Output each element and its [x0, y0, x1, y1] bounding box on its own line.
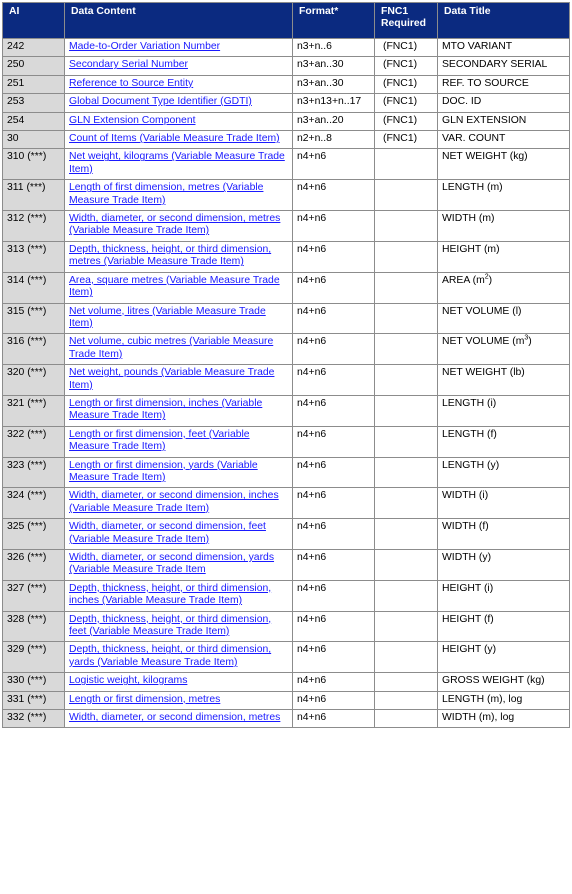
- data-content-cell: [65, 395, 293, 426]
- table-row: [3, 710, 570, 728]
- data-title-suffix: ): [488, 274, 493, 286]
- fnc1-cell: [375, 457, 438, 488]
- data-content-cell: [65, 75, 293, 93]
- data-content-link[interactable]: Length or first dimension, yards (Variable Measure Trade Item): [69, 459, 258, 483]
- fnc1-cell: (FNC1): [375, 57, 438, 75]
- data-content-link[interactable]: Length or first dimension, metres: [69, 693, 221, 705]
- data-content-link[interactable]: Width, diameter, or second dimension, inches (Variable Measure Trade Item): [69, 490, 279, 514]
- table-row: [3, 180, 570, 211]
- data-content-link[interactable]: Net weight, kilograms (Variable Measure Trade Item): [69, 151, 285, 175]
- fnc1-cell: [375, 180, 438, 211]
- fnc1-cell: [375, 303, 438, 334]
- ai-code: 310 (***): [3, 149, 65, 180]
- data-title-text: HEIGHT (y): [442, 644, 497, 656]
- format-cell: n4+n6: [293, 673, 375, 691]
- ai-code: 250: [3, 57, 65, 75]
- table-row: [3, 149, 570, 180]
- data-content-cell: [65, 57, 293, 75]
- table-row: [3, 550, 570, 581]
- data-content-link[interactable]: Area, square metres (Variable Measure Trade Item): [69, 274, 280, 299]
- data-content-cell: [65, 519, 293, 550]
- data-content-link[interactable]: GLN Extension Component: [69, 114, 196, 126]
- data-title-text: REF. TO SOURCE: [442, 77, 529, 89]
- fnc1-cell: [375, 334, 438, 365]
- data-content-cell: [65, 365, 293, 396]
- fnc1-cell: [375, 710, 438, 728]
- ai-code: 242: [3, 39, 65, 57]
- data-title-text: NET WEIGHT (kg): [442, 151, 528, 163]
- table-row: [3, 39, 570, 57]
- format-cell: n4+n6: [293, 426, 375, 457]
- data-title-text: GLN EXTENSION: [442, 114, 527, 126]
- data-content-cell: [65, 673, 293, 691]
- data-title-text: HEIGHT (m): [442, 243, 500, 255]
- data-title-cell: [438, 550, 570, 581]
- format-cell: n4+n6: [293, 457, 375, 488]
- data-title-cell: [438, 149, 570, 180]
- fnc1-cell: (FNC1): [375, 94, 438, 112]
- data-title-cell: [438, 303, 570, 334]
- ai-code: 30: [3, 131, 65, 149]
- format-cell: n3+an..20: [293, 112, 375, 130]
- header-row: [3, 3, 570, 39]
- data-content-link[interactable]: Net volume, litres (Variable Measure Trade Item): [69, 305, 266, 329]
- data-content-cell: [65, 149, 293, 180]
- data-content-cell: [65, 94, 293, 112]
- data-title-cell: [438, 426, 570, 457]
- data-title-cell: [438, 334, 570, 365]
- format-cell: n4+n6: [293, 611, 375, 642]
- data-title-cell: [438, 39, 570, 57]
- fnc1-cell: (FNC1): [375, 39, 438, 57]
- data-content-cell: [65, 426, 293, 457]
- data-title-cell: [438, 519, 570, 550]
- table-row: [3, 365, 570, 396]
- data-content-cell: [65, 334, 293, 365]
- data-title-text: NET WEIGHT (lb): [442, 367, 525, 379]
- format-cell: n4+n6: [293, 211, 375, 242]
- data-title-text: LENGTH (i): [442, 397, 497, 409]
- format-cell: n4+n6: [293, 303, 375, 334]
- data-title-cell: [438, 75, 570, 93]
- ai-code: 253: [3, 94, 65, 112]
- fnc1-cell: (FNC1): [375, 131, 438, 149]
- format-cell: n4+n6: [293, 550, 375, 581]
- fnc1-cell: [375, 149, 438, 180]
- table-row: [3, 272, 570, 303]
- fnc1-cell: [375, 272, 438, 303]
- data-content-link[interactable]: Depth, thickness, height, or third dimension, inches (Variable Measure Trade Item): [69, 582, 272, 607]
- data-title-text: WIDTH (m), log: [442, 712, 515, 724]
- data-title-text: NET VOLUME (m: [442, 336, 525, 348]
- data-content-link[interactable]: Net weight, pounds (Variable Measure Trade Item): [69, 367, 275, 391]
- data-content-link[interactable]: Logistic weight, kilograms: [69, 675, 188, 687]
- fnc1-cell: [375, 241, 438, 272]
- data-title-cell: [438, 580, 570, 611]
- data-title-cell: [438, 611, 570, 642]
- data-title-superscript: 3: [524, 334, 529, 342]
- data-title-text: SECONDARY SERIAL: [442, 59, 548, 71]
- format-cell: n4+n6: [293, 395, 375, 426]
- ai-code: 320 (***): [3, 365, 65, 396]
- ai-code: 327 (***): [3, 580, 65, 611]
- fnc1-cell: [375, 642, 438, 673]
- ai-code: 330 (***): [3, 673, 65, 691]
- ai-code: 313 (***): [3, 241, 65, 272]
- fnc1-cell: (FNC1): [375, 112, 438, 130]
- data-title-cell: [438, 112, 570, 130]
- table-row: [3, 457, 570, 488]
- data-content-cell: [65, 39, 293, 57]
- data-title-cell: [438, 241, 570, 272]
- data-content-link[interactable]: Length or first dimension, feet (Variable Measure Trade Item): [69, 428, 250, 453]
- format-cell: n4+n6: [293, 710, 375, 728]
- ai-code: 325 (***): [3, 519, 65, 550]
- data-content-cell: [65, 241, 293, 272]
- fnc1-cell: [375, 395, 438, 426]
- data-title-text: AREA (m: [442, 274, 485, 286]
- data-content-link[interactable]: Length or first dimension, inches (Variable Measure Trade Item): [69, 397, 263, 422]
- format-cell: n4+n6: [293, 580, 375, 611]
- format-cell: n3+an..30: [293, 57, 375, 75]
- data-title-text: WIDTH (i): [442, 490, 489, 502]
- format-cell: n4+n6: [293, 334, 375, 365]
- fnc1-cell: [375, 426, 438, 457]
- fnc1-cell: [375, 550, 438, 581]
- header-ai: AI: [3, 3, 65, 39]
- format-cell: n3+n13+n..17: [293, 94, 375, 112]
- table-row: [3, 334, 570, 365]
- data-content-link[interactable]: Depth, thickness, height, or third dimension, metres (Variable Measure Trade Item): [69, 243, 272, 268]
- data-title-cell: [438, 642, 570, 673]
- data-content-link[interactable]: Made-to-Order Variation Number: [69, 41, 221, 52]
- ai-code: 316 (***): [3, 334, 65, 365]
- data-content-link[interactable]: Width, diameter, or second dimension, metres (Variable Measure Trade Item): [69, 213, 281, 237]
- ai-code: 323 (***): [3, 457, 65, 488]
- fnc1-cell: [375, 691, 438, 709]
- format-cell: n4+n6: [293, 149, 375, 180]
- header-data-title: Data Title: [438, 3, 570, 39]
- data-content-cell: [65, 642, 293, 673]
- data-title-cell: [438, 131, 570, 149]
- table-row: [3, 611, 570, 642]
- data-content-cell: [65, 180, 293, 211]
- data-title-cell: [438, 395, 570, 426]
- ai-code: 328 (***): [3, 611, 65, 642]
- table-row: [3, 642, 570, 673]
- ai-code: 321 (***): [3, 395, 65, 426]
- data-title-cell: [438, 272, 570, 303]
- data-title-text: HEIGHT (f): [442, 613, 494, 625]
- header-fnc1-required: FNC1 Required: [375, 3, 438, 39]
- data-content-link[interactable]: Width, diameter, or second dimension, metres: [69, 712, 281, 724]
- table-row: [3, 131, 570, 149]
- format-cell: n4+n6: [293, 519, 375, 550]
- data-title-text: MTO VARIANT: [442, 41, 513, 52]
- format-cell: n4+n6: [293, 642, 375, 673]
- format-cell: n4+n6: [293, 691, 375, 709]
- data-content-cell: [65, 691, 293, 709]
- data-title-text: HEIGHT (i): [442, 582, 494, 594]
- data-content-link[interactable]: Length of first dimension, metres (Variable Measure Trade Item): [69, 182, 264, 206]
- table-row: [3, 519, 570, 550]
- data-content-cell: [65, 112, 293, 130]
- data-content-cell: [65, 457, 293, 488]
- table-row: [3, 488, 570, 519]
- fnc1-cell: [375, 673, 438, 691]
- data-title-suffix: ): [528, 336, 532, 348]
- table-row: [3, 241, 570, 272]
- data-content-link[interactable]: Width, diameter, or second dimension, feet (Variable Measure Trade Item): [69, 521, 266, 545]
- ai-code: 324 (***): [3, 488, 65, 519]
- format-cell: n2+n..8: [293, 131, 375, 149]
- ai-code: 322 (***): [3, 426, 65, 457]
- fnc1-cell: [375, 611, 438, 642]
- table-row: [3, 75, 570, 93]
- table-row: [3, 211, 570, 242]
- data-title-cell: [438, 365, 570, 396]
- ai-code: 311 (***): [3, 180, 65, 211]
- header-data-content: Data Content: [65, 3, 293, 39]
- data-title-cell: [438, 691, 570, 709]
- format-cell: n4+n6: [293, 365, 375, 396]
- table-row: [3, 673, 570, 691]
- data-title-text: DOC. ID: [442, 96, 482, 108]
- data-content-cell: [65, 710, 293, 728]
- data-title-text: WIDTH (m): [442, 213, 495, 225]
- fnc1-cell: [375, 365, 438, 396]
- data-title-cell: [438, 180, 570, 211]
- data-content-cell: [65, 580, 293, 611]
- data-title-text: VAR. COUNT: [442, 133, 506, 145]
- data-content-link[interactable]: Net volume, cubic metres (Variable Measure Trade Item): [69, 336, 274, 360]
- data-content-link[interactable]: Count of Items (Variable Measure Trade Item): [69, 133, 280, 145]
- fnc1-cell: [375, 580, 438, 611]
- data-title-cell: [438, 710, 570, 728]
- data-title-text: LENGTH (m): [442, 182, 503, 194]
- data-content-cell: [65, 488, 293, 519]
- fnc1-cell: [375, 488, 438, 519]
- data-title-cell: [438, 211, 570, 242]
- header-format: Format*: [293, 3, 375, 39]
- ai-code: 326 (***): [3, 550, 65, 581]
- format-cell: n3+an..30: [293, 75, 375, 93]
- table-row: [3, 57, 570, 75]
- data-title-text: LENGTH (y): [442, 459, 500, 471]
- ai-table: [2, 2, 570, 728]
- ai-code: 315 (***): [3, 303, 65, 334]
- ai-code: 251: [3, 75, 65, 93]
- data-title-cell: [438, 94, 570, 112]
- data-content-link[interactable]: Reference to Source Entity: [69, 77, 194, 89]
- table-row: [3, 426, 570, 457]
- format-cell: n4+n6: [293, 272, 375, 303]
- ai-code: 329 (***): [3, 642, 65, 673]
- data-title-text: WIDTH (f): [442, 521, 489, 533]
- data-content-link[interactable]: Depth, thickness, height, or third dimension, feet (Variable Measure Trade Item): [69, 613, 272, 638]
- data-title-cell: [438, 488, 570, 519]
- data-content-cell: [65, 131, 293, 149]
- table-row: [3, 395, 570, 426]
- data-title-superscript: 2: [484, 273, 489, 281]
- fnc1-cell: (FNC1): [375, 75, 438, 93]
- fnc1-cell: [375, 211, 438, 242]
- data-content-cell: [65, 303, 293, 334]
- ai-code: 314 (***): [3, 272, 65, 303]
- data-content-link[interactable]: Secondary Serial Number: [69, 59, 188, 71]
- ai-code: 331 (***): [3, 691, 65, 709]
- data-content-cell: [65, 611, 293, 642]
- format-cell: n3+n..6: [293, 39, 375, 57]
- data-content-link[interactable]: Depth, thickness, height, or third dimension, yards (Variable Measure Trade Item): [69, 644, 272, 668]
- data-title-cell: [438, 673, 570, 691]
- table-row: [3, 94, 570, 112]
- ai-code: 332 (***): [3, 710, 65, 728]
- format-cell: n4+n6: [293, 241, 375, 272]
- table-row: [3, 112, 570, 130]
- data-content-link[interactable]: Width, diameter, or second dimension, yards (Variable Measure Trade Item: [69, 552, 275, 576]
- table-row: [3, 303, 570, 334]
- format-cell: n4+n6: [293, 488, 375, 519]
- data-title-text: WIDTH (y): [442, 552, 492, 563]
- data-title-text: NET VOLUME (l): [442, 305, 522, 317]
- ai-code: 254: [3, 112, 65, 130]
- data-title-cell: [438, 57, 570, 75]
- data-title-text: LENGTH (f): [442, 428, 497, 440]
- data-content-cell: [65, 272, 293, 303]
- data-title-text: GROSS WEIGHT (kg): [442, 675, 545, 687]
- ai-code: 312 (***): [3, 211, 65, 242]
- format-cell: n4+n6: [293, 180, 375, 211]
- table-row: [3, 691, 570, 709]
- fnc1-cell: [375, 519, 438, 550]
- data-title-text: LENGTH (m), log: [442, 693, 523, 705]
- data-title-cell: [438, 457, 570, 488]
- data-content-link[interactable]: Global Document Type Identifier (GDTI): [69, 96, 252, 108]
- table-row: [3, 580, 570, 611]
- data-content-cell: [65, 211, 293, 242]
- table-body: [3, 39, 570, 728]
- data-content-cell: [65, 550, 293, 581]
